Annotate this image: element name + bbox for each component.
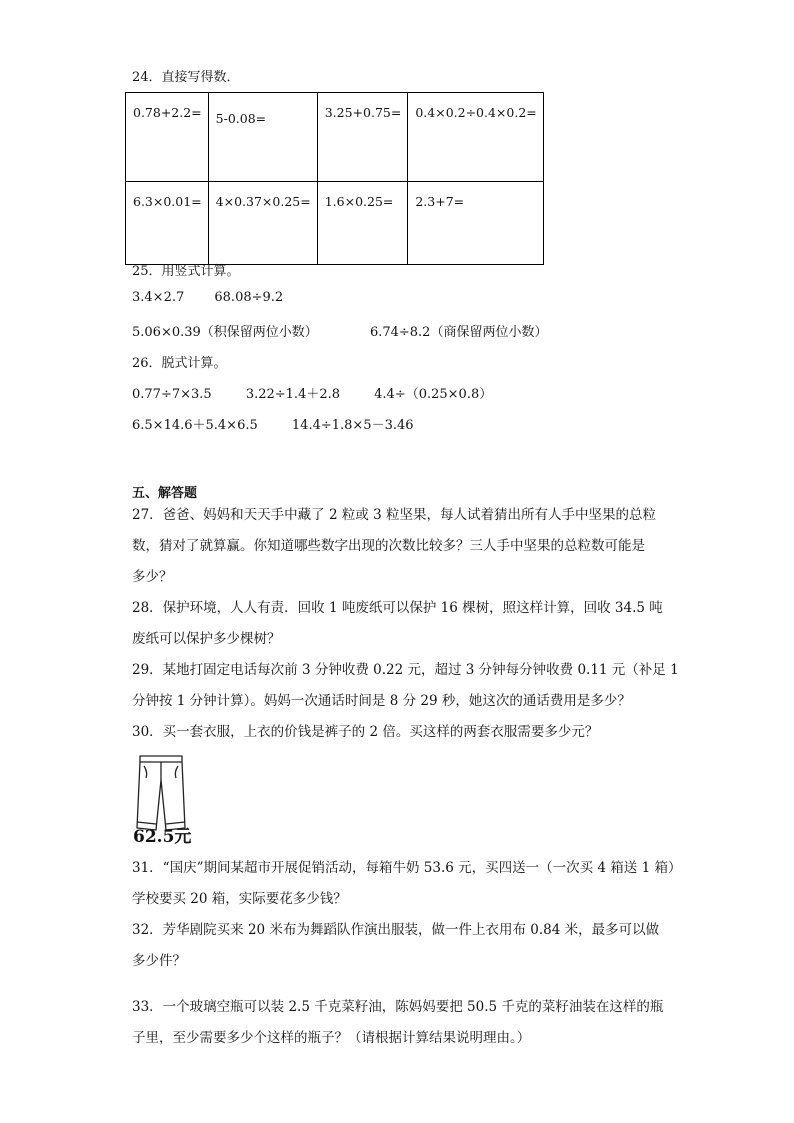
table-row: [126, 93, 544, 182]
table-cell: 2.3+7=: [408, 182, 543, 265]
expression: 6.74÷8.2（商保留两位小数）: [369, 325, 548, 340]
table-cell: 0.78+2.2=: [126, 93, 209, 182]
price-label: 62.5元: [133, 827, 192, 847]
expression: 68.08÷9.2: [214, 290, 284, 305]
text-line: 30．买一套衣服，上衣的价钱是裤子的 2 倍。买这样的两套衣服需要多少元？: [132, 724, 599, 740]
text-line: 27．爸爸、妈妈和天天手中藏了 2 粒或 3 粒坚果，每人试着猜出所有人手中坚果的总粒: [132, 507, 657, 523]
text-line: 多少？: [132, 569, 173, 585]
text-line: 32．芳华剧院买来 20 米布为舞蹈队作演出服装，做一件上衣用布 0.84 米，最多可以做: [132, 922, 660, 938]
expression: 0.77÷7×3.5: [132, 387, 212, 402]
q25-row1: [132, 290, 283, 305]
question-33: [132, 992, 662, 1054]
q26-row2: [132, 414, 414, 433]
expression: 3.4×2.7: [132, 290, 185, 305]
question-32: [132, 915, 662, 977]
text-line: 31．“国庆”期间某超市开展促销活动，每箱牛奶 53.6 元，买四送一（一次买 4 箱送 1 箱）: [132, 860, 682, 876]
text-line: 33．一个玻璃空瓶可以装 2.5 千克菜籽油，陈妈妈要把 50.5 千克的菜籽油装在这样的瓶: [132, 999, 664, 1015]
text-line: 数，猜对了就算赢。你知道哪些数字出现的次数比较多？三人手中坚果的总粒数可能是: [132, 538, 645, 554]
table-cell: 5-0.08=: [208, 93, 317, 182]
section-heading: 五、解答题: [132, 486, 198, 501]
q26-title: 26．脱式计算。: [132, 356, 227, 371]
q25-title: 25．用竖式计算。: [132, 264, 240, 279]
question-31: [132, 853, 682, 915]
q25-row2: [132, 321, 547, 340]
text-line: 28．保护环境，人人有责．回收 1 吨废纸可以保护 16 棵树，照这样计算，回收 34.5 吨: [132, 600, 663, 616]
text-line: 子里，至少需要多少个这样的瓶子？（请根据计算结果说明理由。）: [132, 1030, 531, 1046]
text-line: 分钟按 1 分钟计算）。妈妈一次通话时间是 8 分 29 秒，她这次的通话费用是多少？: [132, 693, 631, 709]
table-cell: 6.3×0.01=: [126, 182, 209, 265]
text-line: 29．某地打固定电话每次前 3 分钟收费 0.22 元，超过 3 分钟每分钟收费 0.11 元（补足 1: [132, 662, 679, 678]
table-row: [126, 182, 544, 265]
expression: 3.22÷1.4＋2.8: [245, 387, 341, 402]
table-cell: 4×0.37×0.25=: [208, 182, 317, 265]
question-30: [132, 717, 662, 748]
text-line: 废纸可以保护多少棵树？: [132, 631, 281, 647]
question-28: [132, 593, 662, 655]
expression: 14.4÷1.8×5－3.46: [291, 418, 414, 433]
table-cell: 0.4×0.2÷0.4×0.2=: [408, 93, 543, 182]
text-line: 多少件？: [132, 953, 186, 969]
expression: 5.06×0.39（积保留两位小数）: [132, 325, 318, 340]
question-29: [132, 655, 679, 717]
table-cell: 3.25+0.75=: [317, 93, 408, 182]
expression: 6.5×14.6＋5.4×6.5: [132, 418, 258, 433]
q24-title: 24．直接写得数．: [132, 70, 240, 85]
text-line: 学校要买 20 箱，实际要花多少钱？: [132, 891, 347, 907]
table-cell: 1.6×0.25=: [317, 182, 408, 265]
q26-row1: [132, 383, 492, 402]
mental-math-table: [125, 92, 544, 265]
expression: 4.4÷（0.25×0.8）: [374, 387, 493, 402]
question-27: [132, 500, 662, 593]
